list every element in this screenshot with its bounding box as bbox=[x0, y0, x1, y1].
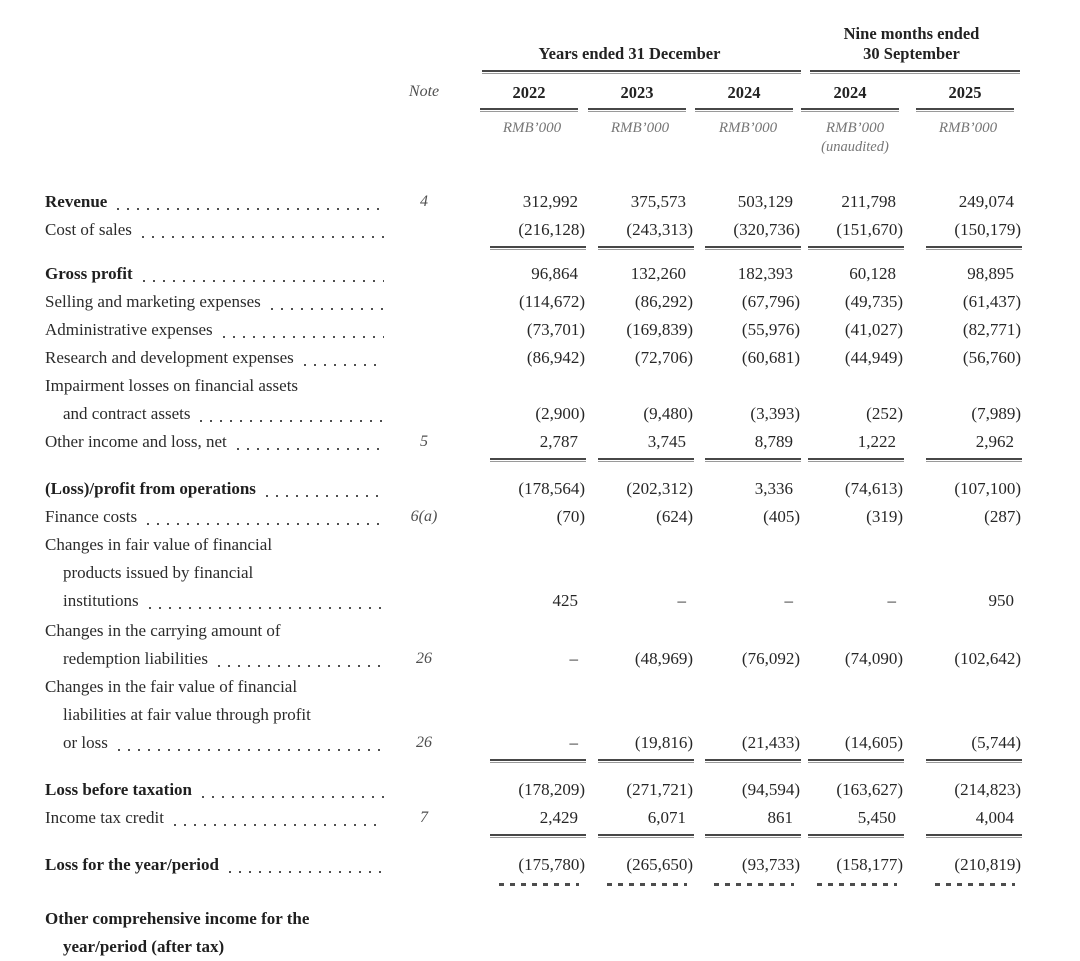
rule-cell bbox=[801, 244, 904, 250]
value-cell: – bbox=[569, 733, 578, 752]
value-cell: 425 bbox=[552, 591, 578, 610]
row-label-text: Selling and marketing expenses bbox=[45, 292, 261, 311]
rule-cell bbox=[904, 757, 1022, 763]
rule-cell bbox=[586, 832, 694, 838]
solid-rule bbox=[490, 834, 586, 838]
value-cell: (271,721) bbox=[626, 780, 693, 799]
value-cell: (67,796) bbox=[741, 292, 800, 311]
value-cell: 4,004 bbox=[975, 808, 1014, 827]
unit-label: RMB’000 bbox=[502, 120, 562, 136]
dot-leader bbox=[304, 364, 384, 366]
value-cell: (114,672) bbox=[519, 292, 585, 311]
unit-label: RMB’000 bbox=[938, 120, 998, 136]
years-ended-group-title: Years ended 31 December bbox=[538, 44, 721, 63]
year-underline bbox=[801, 108, 899, 112]
row-label-line bbox=[45, 933, 388, 961]
year-header-2022: 2022 bbox=[480, 83, 578, 112]
row-label-line bbox=[45, 729, 388, 757]
solid-rule bbox=[926, 834, 1022, 838]
value-cell: (320,736) bbox=[733, 220, 800, 239]
value-cell: (3,393) bbox=[750, 404, 800, 423]
row-label-text: Gross profit bbox=[45, 264, 133, 283]
value-cell: 6,071 bbox=[647, 808, 686, 827]
dashed-rule bbox=[607, 883, 687, 886]
value-cell: – bbox=[784, 591, 793, 610]
row-label-line bbox=[45, 503, 388, 531]
dot-leader bbox=[223, 336, 384, 338]
nine-months-group-title-line1: Nine months ended bbox=[843, 24, 980, 43]
value-cell: (41,027) bbox=[844, 320, 903, 339]
value-cell: (60,681) bbox=[741, 348, 800, 367]
value-cell: (61,437) bbox=[962, 292, 1021, 311]
row-label bbox=[0, 188, 390, 216]
dot-leader bbox=[237, 448, 384, 450]
row-label-text: Other income and loss, net bbox=[45, 432, 227, 451]
value-cell: 249,074 bbox=[958, 192, 1014, 211]
dot-leader bbox=[266, 495, 384, 497]
value-cell: (74,090) bbox=[844, 649, 903, 668]
value-cell: 950 bbox=[988, 591, 1014, 610]
year-underline bbox=[916, 108, 1014, 112]
row-label-line bbox=[45, 851, 388, 879]
table-row bbox=[0, 260, 1080, 288]
row-label-text: Revenue bbox=[45, 192, 108, 211]
rule-cell bbox=[458, 879, 586, 886]
value-cell: (82,771) bbox=[962, 320, 1021, 339]
row-label-text: Changes in the carrying amount of bbox=[45, 621, 281, 640]
value-cell: (56,760) bbox=[962, 348, 1021, 367]
unit-label: RMB’000 bbox=[610, 120, 670, 136]
row-label bbox=[0, 260, 390, 288]
table-header-unaudited bbox=[0, 139, 1080, 156]
table-row bbox=[0, 372, 1080, 428]
value-cell: (70) bbox=[556, 507, 585, 526]
year-header-2025: 2025 bbox=[916, 83, 1014, 112]
rule-cell bbox=[458, 832, 586, 838]
value-cell: (243,313) bbox=[626, 220, 693, 239]
value-cell: (5,744) bbox=[971, 733, 1021, 752]
subtotal-rule-row bbox=[0, 456, 1080, 465]
table-header-groups bbox=[0, 24, 1080, 74]
solid-rule bbox=[490, 458, 586, 462]
row-label bbox=[0, 531, 390, 615]
dot-leader bbox=[218, 665, 384, 667]
row-label-line bbox=[45, 216, 388, 244]
solid-rule bbox=[705, 834, 801, 838]
note-cell: 4 bbox=[420, 193, 428, 210]
value-cell: (86,292) bbox=[634, 292, 693, 311]
table-row bbox=[0, 776, 1080, 804]
value-cell: (55,976) bbox=[741, 320, 800, 339]
value-cell: (178,209) bbox=[518, 780, 585, 799]
row-label-text: (Loss)/profit from operations bbox=[45, 479, 256, 498]
row-label-text: Loss before taxation bbox=[45, 780, 193, 799]
rule-cell bbox=[586, 879, 694, 886]
note-cell: 6(a) bbox=[410, 508, 438, 525]
row-label-text: or loss bbox=[63, 733, 108, 752]
dot-leader bbox=[174, 824, 384, 826]
solid-rule bbox=[705, 246, 801, 250]
value-cell: (175,780) bbox=[518, 855, 585, 874]
row-label-line bbox=[45, 188, 388, 216]
value-cell: (216,128) bbox=[518, 220, 585, 239]
value-cell: 2,787 bbox=[539, 432, 578, 451]
value-cell: (19,816) bbox=[634, 733, 693, 752]
value-cell: (21,433) bbox=[741, 733, 800, 752]
unit-label: RMB’000 bbox=[718, 120, 778, 136]
table-row bbox=[0, 617, 1080, 673]
value-cell: 8,789 bbox=[754, 432, 793, 451]
row-label-text: institutions bbox=[63, 591, 139, 610]
dot-leader bbox=[229, 871, 384, 873]
value-cell: 861 bbox=[767, 808, 793, 827]
row-label-line bbox=[45, 344, 388, 372]
row-label bbox=[0, 428, 390, 456]
value-cell: (44,949) bbox=[844, 348, 903, 367]
row-label-text: Other comprehensive income for the bbox=[45, 909, 310, 928]
row-label-text: liabilities at fair value through profit bbox=[63, 705, 311, 724]
row-label-line bbox=[45, 400, 388, 428]
dashed-rule bbox=[499, 883, 579, 886]
rule-cell bbox=[458, 456, 586, 462]
row-label bbox=[0, 288, 390, 316]
value-cell: 211,798 bbox=[841, 192, 896, 211]
row-label-text: Finance costs bbox=[45, 507, 138, 526]
row-label-text: Administrative expenses bbox=[45, 320, 213, 339]
row-label bbox=[0, 804, 390, 832]
row-label bbox=[0, 673, 390, 757]
value-cell: (86,942) bbox=[526, 348, 585, 367]
dot-leader bbox=[200, 420, 384, 422]
row-label-text: and contract assets bbox=[63, 404, 191, 423]
table-header-units bbox=[0, 120, 1080, 137]
row-label-line bbox=[45, 587, 388, 615]
value-cell: (2,900) bbox=[535, 404, 585, 423]
note-column-header: Note bbox=[408, 83, 440, 100]
subtotal-rule-row bbox=[0, 879, 1080, 888]
table-row bbox=[0, 288, 1080, 316]
value-cell: (214,823) bbox=[954, 780, 1021, 799]
row-label-line bbox=[45, 804, 388, 832]
value-cell: (48,969) bbox=[634, 649, 693, 668]
value-cell: 1,222 bbox=[857, 432, 896, 451]
solid-rule bbox=[926, 759, 1022, 763]
value-cell: 2,962 bbox=[975, 432, 1014, 451]
value-cell: – bbox=[677, 591, 686, 610]
table-row bbox=[0, 531, 1080, 615]
rule-cell bbox=[586, 456, 694, 462]
row-label-line bbox=[45, 617, 388, 645]
note-cell: 7 bbox=[420, 809, 428, 826]
value-cell: (252) bbox=[866, 404, 903, 423]
rule-cell bbox=[801, 757, 904, 763]
row-label-line bbox=[45, 475, 388, 503]
table-row bbox=[0, 475, 1080, 503]
value-cell: (163,627) bbox=[836, 780, 903, 799]
value-cell: 98,895 bbox=[967, 264, 1014, 283]
value-cell: (210,819) bbox=[954, 855, 1021, 874]
row-label-line bbox=[45, 531, 388, 559]
nine-months-group-header bbox=[801, 24, 1022, 74]
rule-cell bbox=[904, 456, 1022, 462]
rule-cell bbox=[801, 456, 904, 462]
row-label bbox=[0, 344, 390, 372]
rule-cell bbox=[904, 879, 1022, 886]
solid-rule bbox=[926, 458, 1022, 462]
rule-cell bbox=[694, 879, 801, 886]
row-label bbox=[0, 776, 390, 804]
value-cell: (150,179) bbox=[954, 220, 1021, 239]
rule-cell bbox=[458, 244, 586, 250]
year-header-2024-nine-months: 2024 bbox=[801, 83, 899, 112]
row-label-line bbox=[45, 701, 388, 729]
row-label-text: Cost of sales bbox=[45, 220, 132, 239]
dot-leader bbox=[202, 796, 384, 798]
value-cell: (94,594) bbox=[741, 780, 800, 799]
table-row bbox=[0, 428, 1080, 456]
note-cell: 5 bbox=[420, 433, 428, 450]
value-cell: 182,393 bbox=[737, 264, 793, 283]
value-cell: (624) bbox=[656, 507, 693, 526]
row-label-text: Changes in the fair value of financial bbox=[45, 677, 298, 696]
year-underline bbox=[695, 108, 793, 112]
unit-label: RMB’000 bbox=[825, 120, 885, 136]
row-label-text: year/period (after tax) bbox=[63, 937, 225, 956]
value-cell: 60,128 bbox=[849, 264, 896, 283]
table-row bbox=[0, 851, 1080, 879]
group-underline bbox=[482, 70, 801, 74]
value-cell: (76,092) bbox=[741, 649, 800, 668]
row-label bbox=[0, 475, 390, 503]
row-label-line bbox=[45, 673, 388, 701]
row-label-text: products issued by financial bbox=[63, 563, 254, 582]
row-label-line bbox=[45, 559, 388, 587]
value-cell: – bbox=[569, 649, 578, 668]
rule-cell bbox=[694, 456, 801, 462]
solid-rule bbox=[808, 759, 904, 763]
subtotal-rule-row bbox=[0, 757, 1080, 766]
table-row bbox=[0, 344, 1080, 372]
row-label-text: Changes in fair value of financial bbox=[45, 535, 273, 554]
solid-rule bbox=[705, 458, 801, 462]
table-header-years bbox=[0, 83, 1080, 112]
value-cell: 3,745 bbox=[647, 432, 686, 451]
rule-cell bbox=[586, 757, 694, 763]
unaudited-label: (unaudited) bbox=[821, 139, 889, 155]
value-cell: – bbox=[887, 591, 896, 610]
rule-cell bbox=[694, 832, 801, 838]
solid-rule bbox=[808, 246, 904, 250]
row-label-text: Income tax credit bbox=[45, 808, 164, 827]
rule-cell bbox=[694, 244, 801, 250]
value-cell: (202,312) bbox=[626, 479, 693, 498]
value-cell: 503,129 bbox=[737, 192, 793, 211]
value-cell: 3,336 bbox=[754, 479, 793, 498]
dashed-rule bbox=[935, 883, 1015, 886]
years-ended-group-header bbox=[458, 24, 801, 74]
value-cell: (7,989) bbox=[971, 404, 1021, 423]
value-cell: 5,450 bbox=[857, 808, 896, 827]
value-cell: (178,564) bbox=[518, 479, 585, 498]
solid-rule bbox=[598, 834, 694, 838]
solid-rule bbox=[705, 759, 801, 763]
note-cell: 26 bbox=[416, 650, 432, 667]
table-row bbox=[0, 905, 1080, 961]
value-cell: (151,670) bbox=[836, 220, 903, 239]
value-cell: 132,260 bbox=[630, 264, 686, 283]
value-cell: (287) bbox=[984, 507, 1021, 526]
value-cell: (158,177) bbox=[836, 855, 903, 874]
solid-rule bbox=[808, 834, 904, 838]
group-underline bbox=[810, 70, 1020, 74]
dot-leader bbox=[142, 236, 384, 238]
table-row bbox=[0, 188, 1080, 216]
rule-cell bbox=[458, 757, 586, 763]
year-underline bbox=[588, 108, 686, 112]
note-cell: 26 bbox=[416, 734, 432, 751]
table-row bbox=[0, 804, 1080, 832]
row-label bbox=[0, 905, 390, 961]
row-label bbox=[0, 617, 390, 673]
solid-rule bbox=[490, 246, 586, 250]
nine-months-group-title-line2: 30 September bbox=[863, 44, 960, 63]
solid-rule bbox=[598, 246, 694, 250]
rule-cell bbox=[801, 832, 904, 838]
solid-rule bbox=[598, 458, 694, 462]
table-row bbox=[0, 216, 1080, 244]
year-header-2024: 2024 bbox=[695, 83, 793, 112]
value-cell: (9,480) bbox=[643, 404, 693, 423]
value-cell: (107,100) bbox=[954, 479, 1021, 498]
row-label-line bbox=[45, 905, 388, 933]
row-label bbox=[0, 372, 390, 428]
value-cell: (169,839) bbox=[626, 320, 693, 339]
row-label-text: redemption liabilities bbox=[63, 649, 208, 668]
subtotal-rule-row bbox=[0, 244, 1080, 253]
value-cell: (74,613) bbox=[844, 479, 903, 498]
value-cell: 312,992 bbox=[522, 192, 578, 211]
value-cell: (49,735) bbox=[844, 292, 903, 311]
value-cell: (14,605) bbox=[844, 733, 903, 752]
subtotal-rule-row bbox=[0, 832, 1080, 841]
value-cell: (102,642) bbox=[954, 649, 1021, 668]
value-cell: 375,573 bbox=[630, 192, 686, 211]
value-cell: (265,650) bbox=[626, 855, 693, 874]
table-row bbox=[0, 316, 1080, 344]
table-row bbox=[0, 503, 1080, 531]
year-underline bbox=[480, 108, 578, 112]
solid-rule bbox=[490, 759, 586, 763]
row-label-line bbox=[45, 776, 388, 804]
dashed-rule bbox=[817, 883, 897, 886]
row-label-line bbox=[45, 316, 388, 344]
row-label bbox=[0, 216, 390, 244]
dashed-rule bbox=[714, 883, 794, 886]
year-header-2023: 2023 bbox=[588, 83, 686, 112]
value-cell: (72,706) bbox=[634, 348, 693, 367]
rule-cell bbox=[586, 244, 694, 250]
dot-leader bbox=[149, 607, 384, 609]
table-row bbox=[0, 673, 1080, 757]
row-label-line bbox=[45, 260, 388, 288]
row-label-line bbox=[45, 372, 388, 400]
dot-leader bbox=[271, 308, 384, 310]
row-label-line bbox=[45, 645, 388, 673]
value-cell: 96,864 bbox=[531, 264, 578, 283]
rule-cell bbox=[904, 832, 1022, 838]
dot-leader bbox=[118, 749, 384, 751]
row-label bbox=[0, 851, 390, 879]
solid-rule bbox=[926, 246, 1022, 250]
solid-rule bbox=[808, 458, 904, 462]
value-cell: (319) bbox=[866, 507, 903, 526]
value-cell: (93,733) bbox=[741, 855, 800, 874]
rule-cell bbox=[801, 879, 904, 886]
dot-leader bbox=[117, 208, 384, 210]
row-label bbox=[0, 503, 390, 531]
solid-rule bbox=[598, 759, 694, 763]
dot-leader bbox=[143, 280, 384, 282]
dot-leader bbox=[147, 523, 384, 525]
rule-cell bbox=[694, 757, 801, 763]
row-label-text: Loss for the year/period bbox=[45, 855, 219, 874]
row-label-line bbox=[45, 288, 388, 316]
rule-cell bbox=[904, 244, 1022, 250]
value-cell: (73,701) bbox=[526, 320, 585, 339]
value-cell: (405) bbox=[763, 507, 800, 526]
row-label bbox=[0, 316, 390, 344]
table-body bbox=[0, 188, 1080, 961]
row-label-text: Research and development expenses bbox=[45, 348, 294, 367]
row-label-line bbox=[45, 428, 388, 456]
value-cell: 2,429 bbox=[539, 808, 578, 827]
row-label-text: Impairment losses on financial assets bbox=[45, 376, 299, 395]
